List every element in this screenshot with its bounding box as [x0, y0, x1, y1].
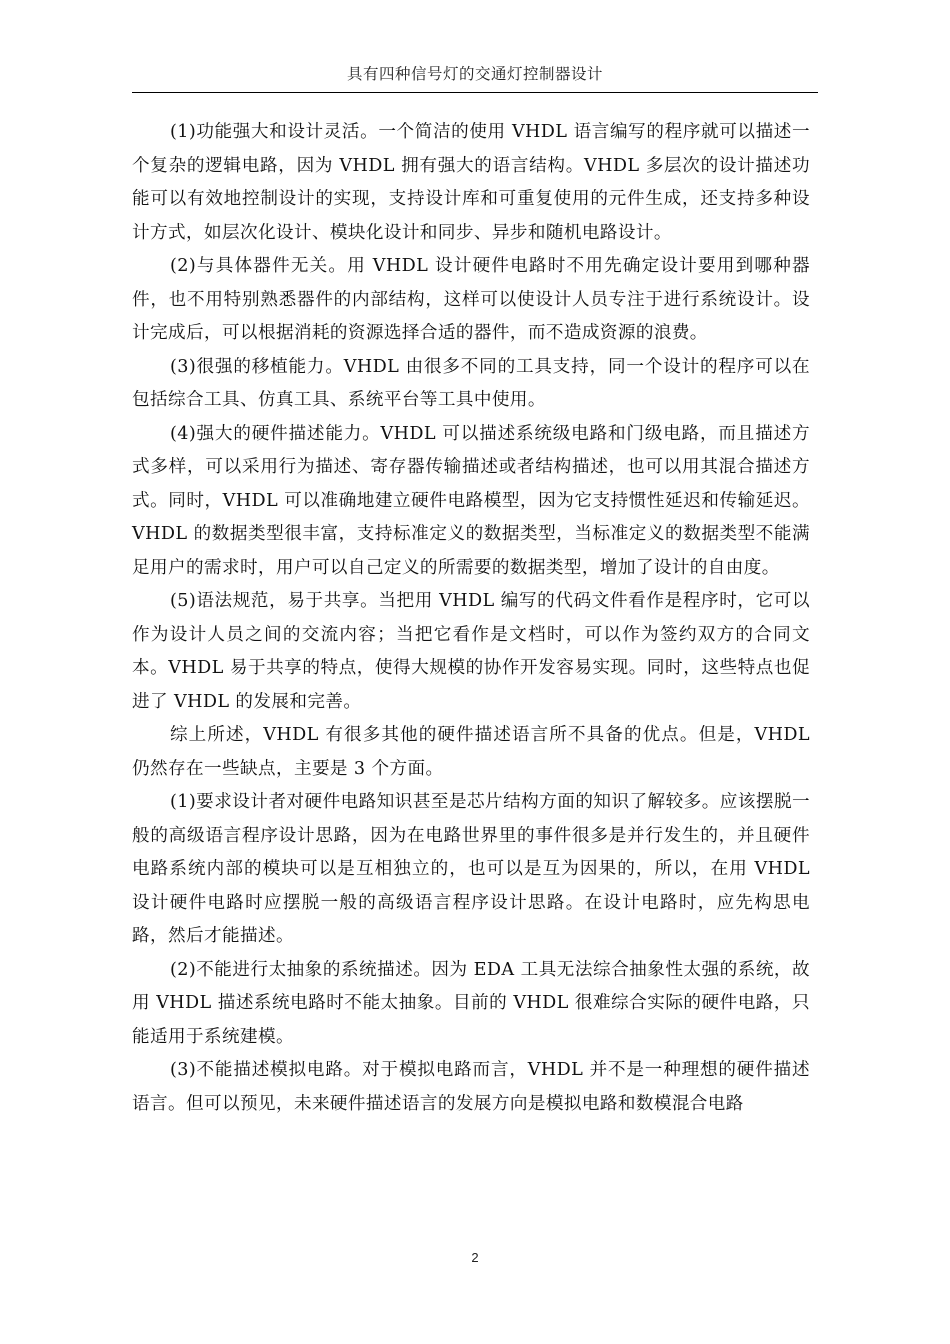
paragraph-summary: 综上所述，VHDL 有很多其他的硬件描述语言所不具备的优点。但是，VHDL 仍然存在一些缺点，主要是 3 个方面。 [132, 725, 810, 779]
paragraph-advantage-2: (2)与具体器件无关。用 VHDL 设计硬件电路时不用先确定设计要用到哪种器件，也不用特别熟悉器件的内部结构，这样可以使设计人员专注于进行系统设计。设计完成后，可以根据消耗的资源选择合适的器件，而不造成资源的浪费。 [132, 256, 810, 343]
paragraph-advantage-3: (3)很强的移植能力。VHDL 由很多不同的工具支持，同一个设计的程序可以在包括综合工具、仿真工具、系统平台等工具中使用。 [132, 356, 810, 410]
paragraph-drawback-1: (1)要求设计者对硬件电路知识甚至是芯片结构方面的知识了解较多。应该摆脱一般的高级语言程序设计思路，因为在电路世界里的事件很多是并行发生的，并且硬件电路系统内部的模块可以是互相独立的，也可以是互为因果的，所以，在用 VHDL 设计硬件电路时应摆脱一般的高级语言程序设计思路。在设计电路时，应先构思电路，然后才能描述。 [132, 792, 810, 946]
paragraph-advantage-4: (4)强大的硬件描述能力。VHDL 可以描述系统级电路和门级电路，而且描述方式多样，可以采用行为描述、寄存器传输描述或者结构描述，也可以用其混合描述方式。同时，VHDL 可以准确地建立硬件电路模型，因为它支持惯性延迟和传输延迟。VHDL 的数据类型很丰富，支持标准定义的数据类型，当标准定义的数据类型不能满足用户的需求时，用户可以自己定义的所需要的数据类型，增加了设计的自由度。 [132, 423, 810, 578]
paragraph-advantage-5: (5)语法规范，易于共享。当把用 VHDL 编写的代码文件看作是程序时，它可以作为设计人员之间的交流内容；当把它看作是文档时，可以作为签约双方的合同文本。VHDL 易于共享的特点，使得大规模的协作开发容易实现。同时，这些特点也促进了 VHDL 的发展和完善。 [132, 591, 810, 712]
page-header-title: 具有四种信号灯的交通灯控制器设计 [346, 65, 603, 83]
page-number: 2 [471, 1250, 479, 1265]
document-body [132, 116, 810, 1121]
paragraph-advantage-1: (1)功能强大和设计灵活。一个简洁的使用 VHDL 语言编写的程序就可以描述一个复杂的逻辑电路，因为 VHDL 拥有强大的语言结构。VHDL 多层次的设计描述功能可以有效地控制设计的实现，支持设计库和可重复使用的元件生成，还支持多种设计方式，如层次化设计、模块化设计和同步、异步和随机电路设计。 [132, 122, 810, 243]
paragraph-drawback-2: (2)不能进行太抽象的系统描述。因为 EDA 工具无法综合抽象性太强的系统，故用 VHDL 描述系统电路时不能太抽象。目前的 VHDL 很难综合实际的硬件电路，只能适用于系统建模。 [132, 959, 810, 1047]
paragraph-drawback-3: (3)不能描述模拟电路。对于模拟电路而言，VHDL 并不是一种理想的硬件描述语言。但可以预见，未来硬件描述语言的发展方向是模拟电路和数模混合电路 [132, 1060, 810, 1114]
header-divider [132, 92, 818, 93]
